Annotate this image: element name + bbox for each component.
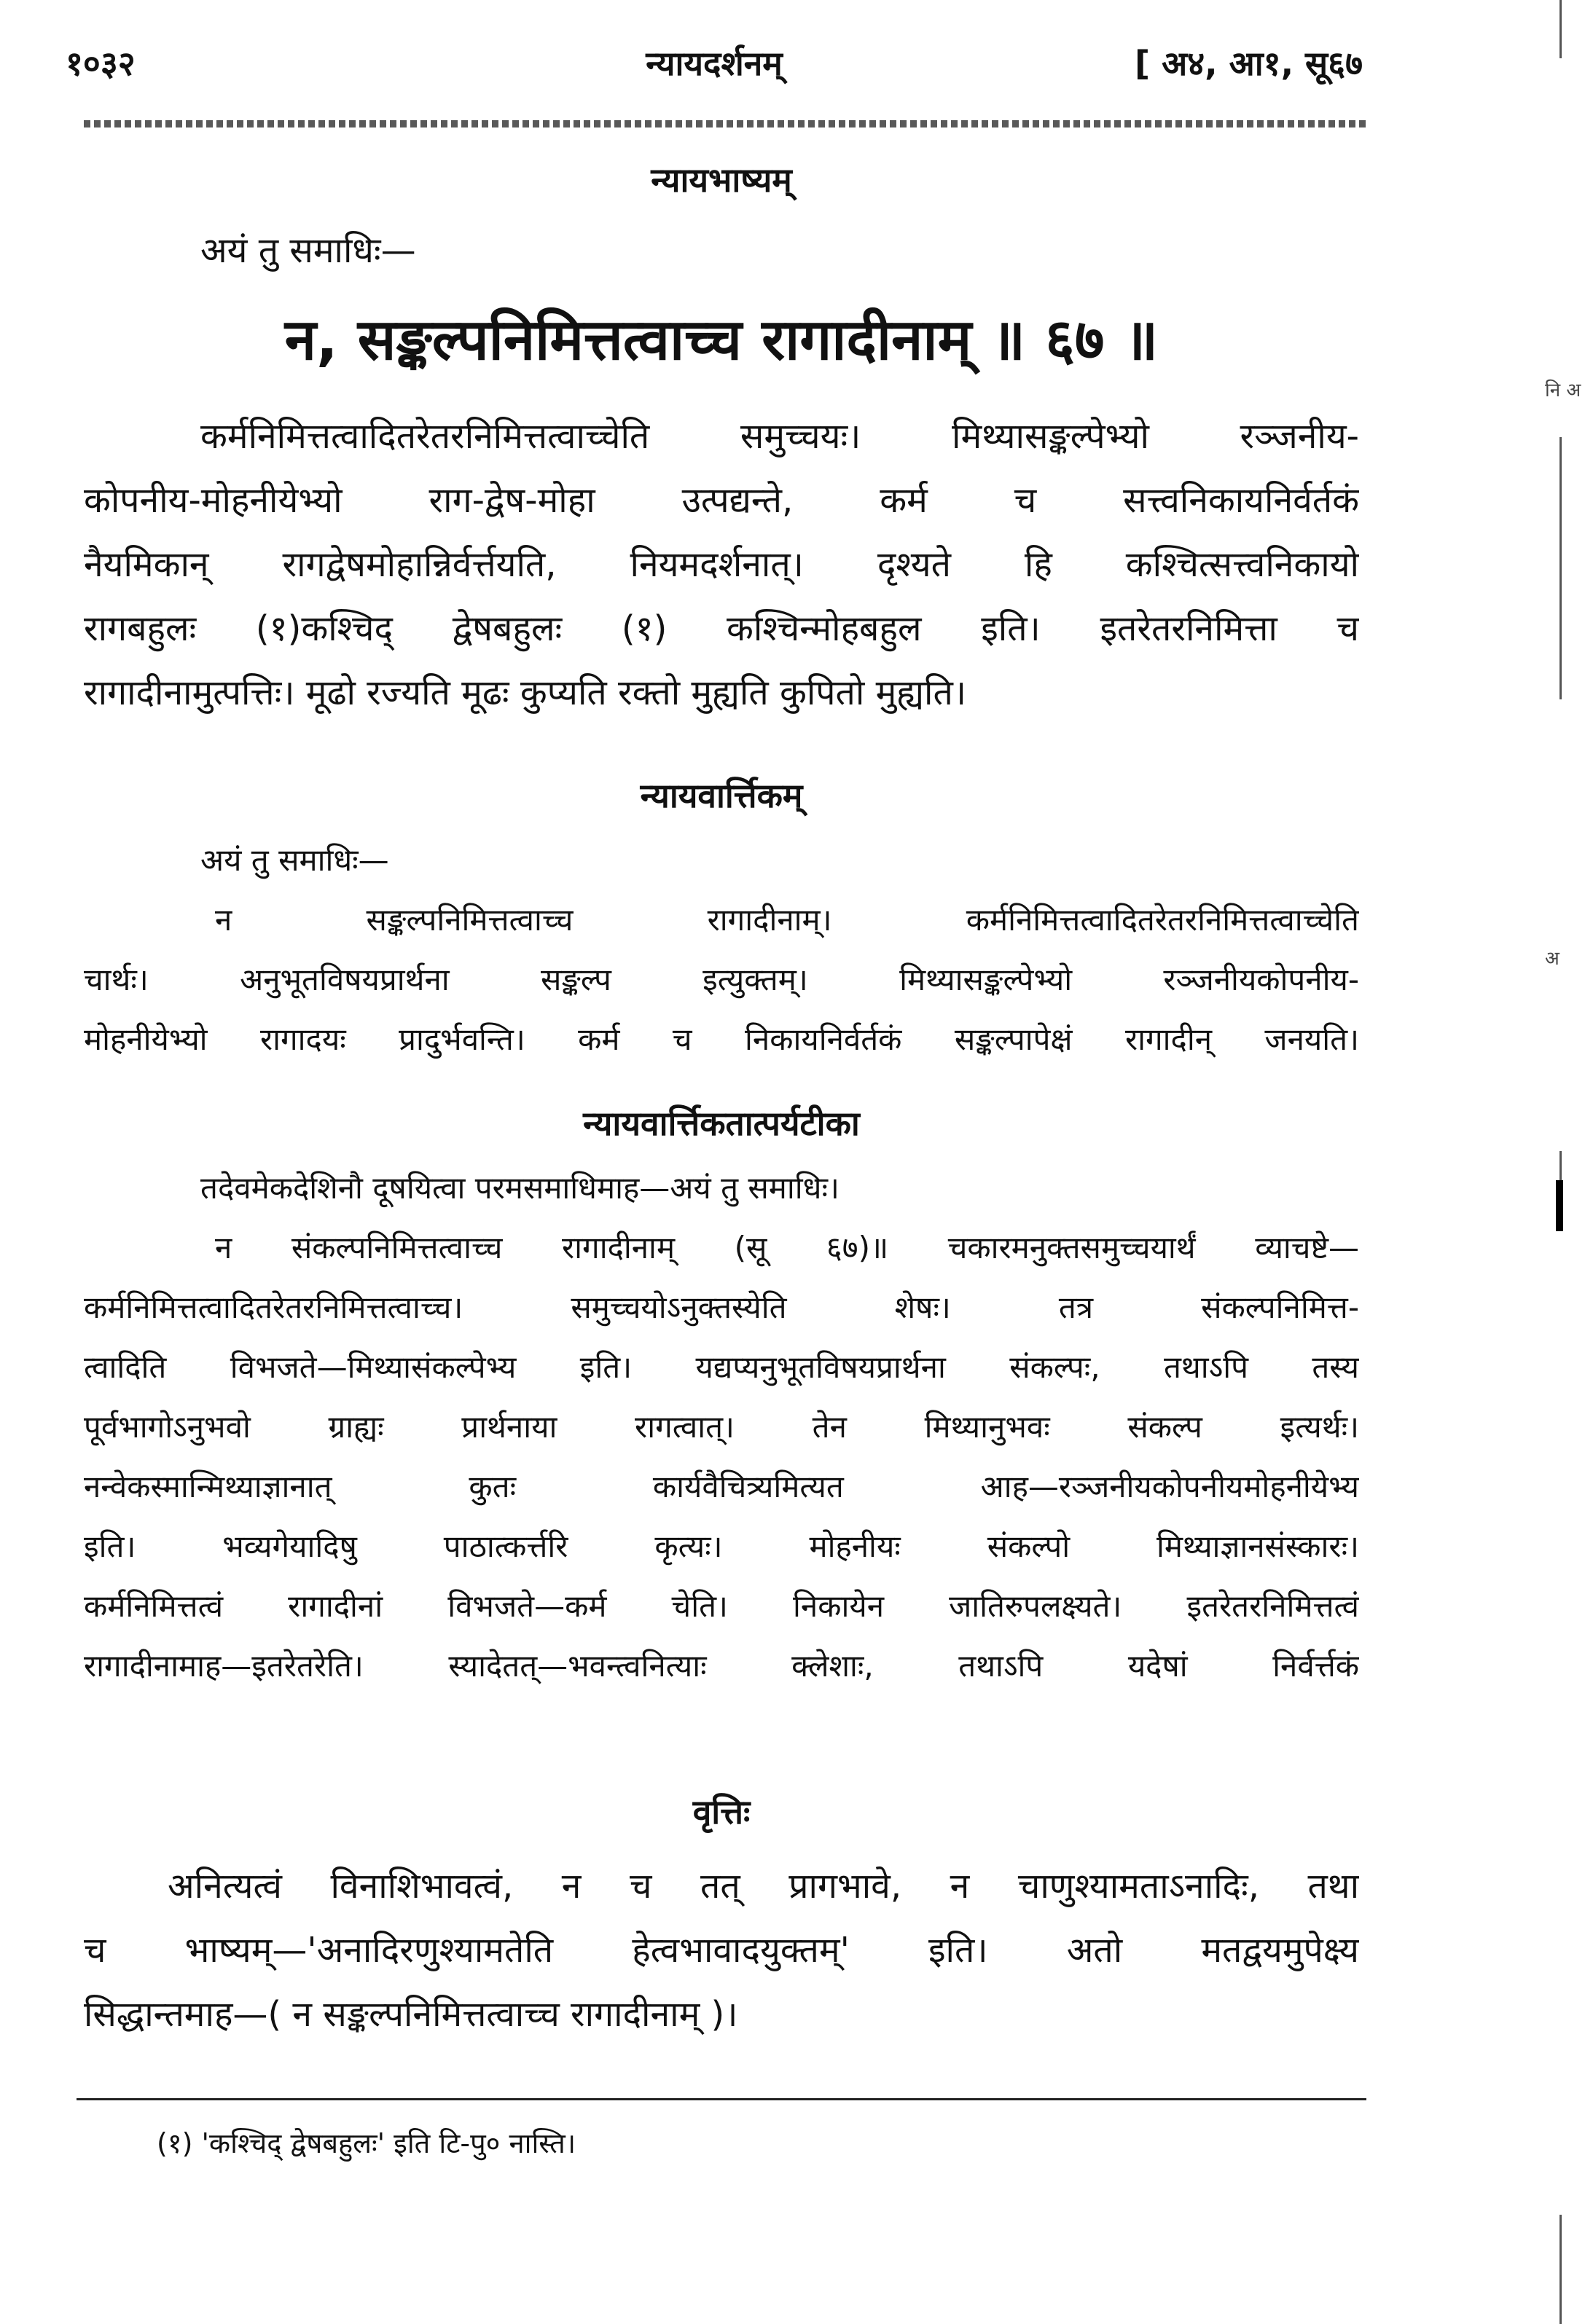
tika-line: पूर्वभागोऽनुभवो ग्राह्यः प्रार्थनाया रागत्वात्। तेन मिथ्यानुभवः संकल्प इत्यर्थः।: [84, 1409, 1359, 1445]
heading-nyaya-bhashya: न्यायभाष्यम्: [651, 160, 792, 200]
bhashya-line: रागबहुलः (१)कश्चिद् द्वेषबहुलः (१) कश्चिन्मोहबहुल इति। इतरेतरनिमित्ता च: [84, 608, 1359, 649]
varttika-line: मोहनीयेभ्यो रागादयः प्रादुर्भवन्ति। कर्म च निकायनिर्वर्तकं सङ्कल्पापेक्षं रागादीन् जनयति।: [84, 1021, 1359, 1057]
tika-body: [84, 1158, 1359, 1696]
bhashya-line: कोपनीय-मोहनीयेभ्यो राग-द्वेष-मोहा उत्पद्यन्ते, कर्म च सत्त्वनिकायनिर्वर्तकं: [84, 480, 1359, 521]
footnote-rule: [77, 2098, 1366, 2100]
varttika-line: न सङ्कल्पनिमित्तत्वाच्च रागादीनाम्। कर्मनिमित्तत्वादितरेतरनिमित्तत्वाच्चेति: [215, 902, 1359, 938]
tika-line: तदेवमेकदेशिनौ दूषयित्वा परमसमाधिमाह—अयं तु समाधिः।: [200, 1170, 840, 1206]
bhashya-line: रागादीनामुत्पत्तिः। मूढो रज्यति मूढः कुप्यति रक्तो मुह्यति कुपितो मुह्यति।: [84, 672, 967, 713]
heading-vritti: वृत्तिः: [692, 1792, 751, 1832]
bhashya-intro: अयं तु समाधिः—: [200, 230, 416, 271]
heading-nyaya-varttika: न्यायवार्त्तिकम्: [640, 776, 803, 815]
edge-line: [1559, 437, 1562, 699]
binding-edge: [1534, 0, 1585, 2324]
tika-line: नन्वेकस्मान्मिथ्याज्ञानात् कुतः कार्यवैचित्र्यमित्यत आह—रञ्जनीयकोपनीयमोहनीयेभ्य: [84, 1469, 1359, 1504]
tika-line: न संकल्पनिमित्तत्वाच्च रागादीनाम् (सू ६७)॥ चकारमनुक्तसमुच्चयार्थं व्याचष्टे—: [215, 1230, 1359, 1265]
book-title: न्यायदर्शनम्: [646, 44, 783, 83]
vritti-body: [84, 1854, 1359, 2046]
edge-text: अ: [1545, 948, 1559, 970]
varttika-body: [84, 831, 1359, 1069]
bhashya-body: [84, 404, 1359, 725]
bhashya-line: नैयमिकान् रागद्वेषमोहान्निर्वर्त्तयति, नियमदर्शनात्। दृश्यते हि कश्चित्सत्त्वनिकायो: [84, 544, 1359, 585]
header-wavy-rule: [84, 120, 1366, 127]
heading-tatparya-tika: न्यायवार्त्तिकतात्पर्यटीका: [583, 1104, 860, 1143]
vritti-line: सिद्धान्तमाह—( न सङ्कल्पनिमित्तत्वाच्च रागादीनाम् )।: [84, 1994, 738, 2035]
section-reference: [ अ४, आ१, सू६७: [1135, 44, 1363, 83]
varttika-line: चार्थः। अनुभूतविषयप्रार्थना सङ्कल्प इत्युक्तम्। मिथ्यासङ्कल्पेभ्यो रञ्जनीयकोपनीय-: [84, 962, 1359, 997]
edge-line: [1559, 2215, 1562, 2324]
edge-mark: [1556, 1180, 1563, 1231]
tika-line: इति। भव्यगेयादिषु पाठात्कर्त्तरि कृत्यः। मोहनीयः संकल्पो मिथ्याज्ञानसंस्कारः।: [84, 1528, 1359, 1564]
vritti-line: अनित्यत्वं विनाशिभावत्वं, न च तत् प्रागभावे, न चाणुश्यामताऽनादिः, तथा: [168, 1866, 1359, 1907]
tika-line: रागादीनामाह—इतरेतरेति। स्यादेतत्—भवन्त्वनित्याः क्लेशाः, तथाऽपि यदेषां निर्वर्त्तकं: [84, 1648, 1359, 1684]
tika-line: त्वादिति विभजते—मिथ्यासंकल्पेभ्य इति। यद्यप्यनुभूतविषयप्रार्थना संकल्पः, तथाऽपि तस्य: [84, 1349, 1359, 1385]
edge-text: नि अ: [1545, 380, 1581, 401]
vritti-line: च भाष्यम्—'अनादिरणुश्यामतेति हेत्वभावादयुक्तम्' इति। अतो मतद्वयमुपेक्ष्य: [84, 1930, 1359, 1971]
running-header: [66, 40, 1363, 98]
page-number: १०३२: [66, 44, 136, 83]
varttika-intro: अयं तु समाधिः—: [200, 842, 389, 878]
sutra-text: न, सङ्कल्पनिमित्तत्वाच्च रागादीनाम् ॥ ६७ ॥: [284, 307, 1159, 373]
edge-line: [1559, 0, 1562, 58]
footnote: (१) 'कश्चिद् द्वेषबहुलः' इति टि-पु० नास्ति।: [157, 2127, 576, 2159]
tika-line: कर्मनिमित्तत्वं रागादीनां विभजते—कर्म चेति। निकायेन जातिरुपलक्ष्यते। इतरेतरनिमित्तत्वं: [84, 1588, 1359, 1624]
tika-line: कर्मनिमित्तत्वादितरेतरनिमित्तत्वाच्च। समुच्चयोऽनुक्तस्येति शेषः। तत्र संकल्पनिमित्त-: [84, 1289, 1359, 1325]
bhashya-line: कर्मनिमित्तत्वादितरेतरनिमित्तत्वाच्चेति समुच्चयः। मिथ्यासङ्कल्पेभ्यो रञ्जनीय-: [200, 416, 1359, 457]
